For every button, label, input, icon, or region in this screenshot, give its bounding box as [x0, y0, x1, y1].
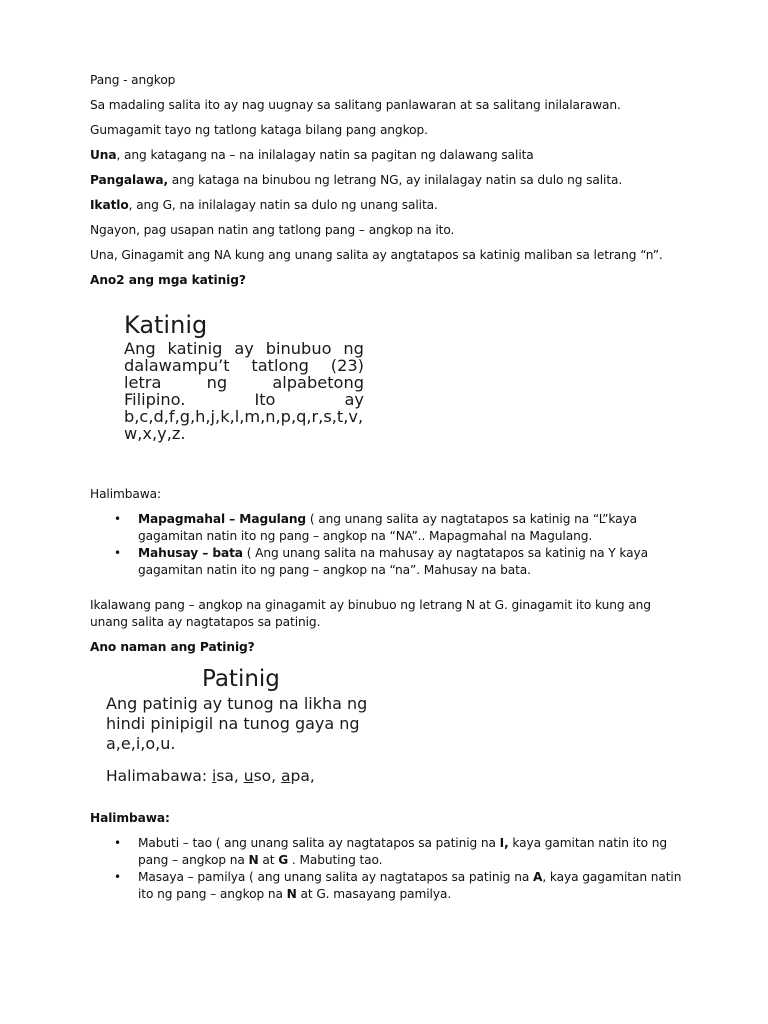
example-word: sa, — [216, 767, 244, 785]
text-una: , ang katagang na – na inilalagay natin sa pagitan ng dalawang salita — [116, 148, 534, 162]
document-page — [90, 72, 690, 911]
word: ng — [206, 373, 228, 392]
word: letra — [124, 373, 162, 392]
example-list-2 — [90, 835, 690, 903]
patinig-line-3: a,e,i,o,u. — [106, 734, 176, 753]
text-ikatlo: , ang G, na inilalagay natin sa dulo ng unang salita. — [128, 198, 438, 212]
patinig-title: Patinig — [202, 666, 280, 692]
word: (23) — [330, 356, 364, 375]
word: ng — [343, 339, 364, 358]
word: ay — [234, 339, 254, 358]
katinig-title: Katinig — [124, 311, 208, 339]
text: , kaya gagamitan natin ito ng pang – angkop na — [138, 870, 682, 901]
paragraph-ikalawang: Ikalawang pang – angkop na ginagamit ay binubuo ng letrang N at G. ginagamit ito kung ang unang salita ay nagtatapos sa patinig. — [90, 598, 651, 629]
list-item — [114, 869, 690, 903]
list-item — [114, 545, 690, 579]
word: Ang — [124, 339, 156, 358]
underlined-vowel: u — [243, 767, 254, 785]
underlined-vowel: i — [212, 767, 217, 785]
word: alpabetong — [272, 373, 364, 392]
bold-una: Una — [90, 148, 117, 162]
paragraph-una-na: Una, Ginagamit ang NA kung ang unang salita ay angtatapos sa katinig maliban sa letrang “n”. — [90, 248, 663, 262]
word: Ito — [254, 390, 276, 409]
bullet-icon: • — [114, 870, 121, 884]
patinig-image — [106, 664, 406, 786]
katinig-letters-2: w,x,y,z. — [124, 424, 186, 443]
text: at G. masayang pamilya. — [296, 887, 452, 901]
paragraph-una — [90, 147, 690, 164]
bold-ikatlo: Ikatlo — [90, 198, 129, 212]
word: ay — [344, 390, 364, 409]
katinig-letters-1: b,c,d,f,g,h,j,k,l,m,n,p,q,r,s,t,v, — [124, 407, 364, 426]
word: Filipino. — [124, 390, 186, 409]
patinig-line-1: Ang patinig ay tunog na likha ng — [106, 694, 368, 713]
paragraph-pangalawa — [90, 172, 690, 189]
example-word: so, — [253, 767, 282, 785]
paragraph-ngayon: Ngayon, pag usapan natin ang tatlong pang – angkop na ito. — [90, 223, 455, 237]
katinig-line-4 — [124, 391, 364, 408]
text: Mabuti – tao ( ang unang salita ay nagtatapos sa patinig na — [138, 836, 500, 850]
question-patinig: Ano naman ang Patinig? — [90, 640, 255, 654]
katinig-image — [124, 311, 364, 442]
paragraph-three-kataga: Gumagamit tayo ng tatlong kataga bilang pang angkop. — [90, 123, 428, 137]
paragraph-definition: Sa madaling salita ito ay nag uugnay sa salitang panlawaran at sa salitang inilalarawan. — [90, 98, 621, 112]
halimbawa-label-2: Halimbawa: — [90, 811, 170, 825]
examples-label: Halimabawa: — [106, 767, 213, 785]
patinig-line-2: hindi pinipigil na tunog gaya ng — [106, 714, 360, 733]
example-term: Mapagmahal – Magulang — [138, 512, 307, 526]
text-pangalawa: ang kataga na binubou ng letrang NG, ay inilalagay natin sa dulo ng salita. — [167, 173, 623, 187]
question-katinig: Ano2 ang mga katinig? — [90, 273, 246, 287]
bold-text: N — [286, 887, 297, 901]
text: . Mabuting tao. — [288, 853, 383, 867]
example-text: ( Ang unang salita na mahusay ay nagtatapos sa katinig na Y kaya gagamitan natin ito ng pang – angkop na “na”. Mahusay na bata. — [138, 546, 648, 577]
heading-pang-angkop: Pang - angkop — [90, 73, 176, 87]
example-term: Mahusay – bata — [138, 546, 243, 560]
example-word: pa, — [290, 767, 315, 785]
word: katinig — [167, 339, 223, 358]
bold-text: I, — [499, 836, 509, 850]
bold-pangalawa: Pangalawa, — [90, 173, 168, 187]
word: dalawampu’t — [124, 356, 230, 375]
text: at — [258, 853, 279, 867]
example-text: ( ang unang salita ay nagtatapos sa katinig na “L”kaya gagamitan natin ito ng pang – angkop na “NA”.. Mapagmahal na Magulang. — [138, 512, 638, 543]
katinig-line-1 — [124, 340, 364, 357]
underlined-vowel: a — [281, 767, 291, 785]
text: Masaya – pamilya ( ang unang salita ay nagtatapos sa patinig na — [138, 870, 533, 884]
text: kaya gamitan natin ito ng pang – angkop na — [138, 836, 668, 867]
bullet-icon: • — [114, 546, 121, 560]
katinig-line-2 — [124, 357, 364, 374]
word: binubuo — [265, 339, 332, 358]
list-item — [114, 835, 690, 869]
katinig-line-3 — [124, 374, 364, 391]
word: tatlong — [251, 356, 309, 375]
bold-text: G — [278, 853, 289, 867]
list-item — [114, 511, 690, 545]
patinig-examples — [106, 766, 406, 786]
bullet-icon: • — [114, 836, 121, 850]
bullet-icon: • — [114, 512, 121, 526]
halimbawa-label-1: Halimbawa: — [90, 487, 162, 501]
bold-text: N — [248, 853, 259, 867]
bold-text: A — [532, 870, 543, 884]
example-list-1 — [90, 511, 690, 579]
paragraph-ikatlo — [90, 197, 690, 214]
